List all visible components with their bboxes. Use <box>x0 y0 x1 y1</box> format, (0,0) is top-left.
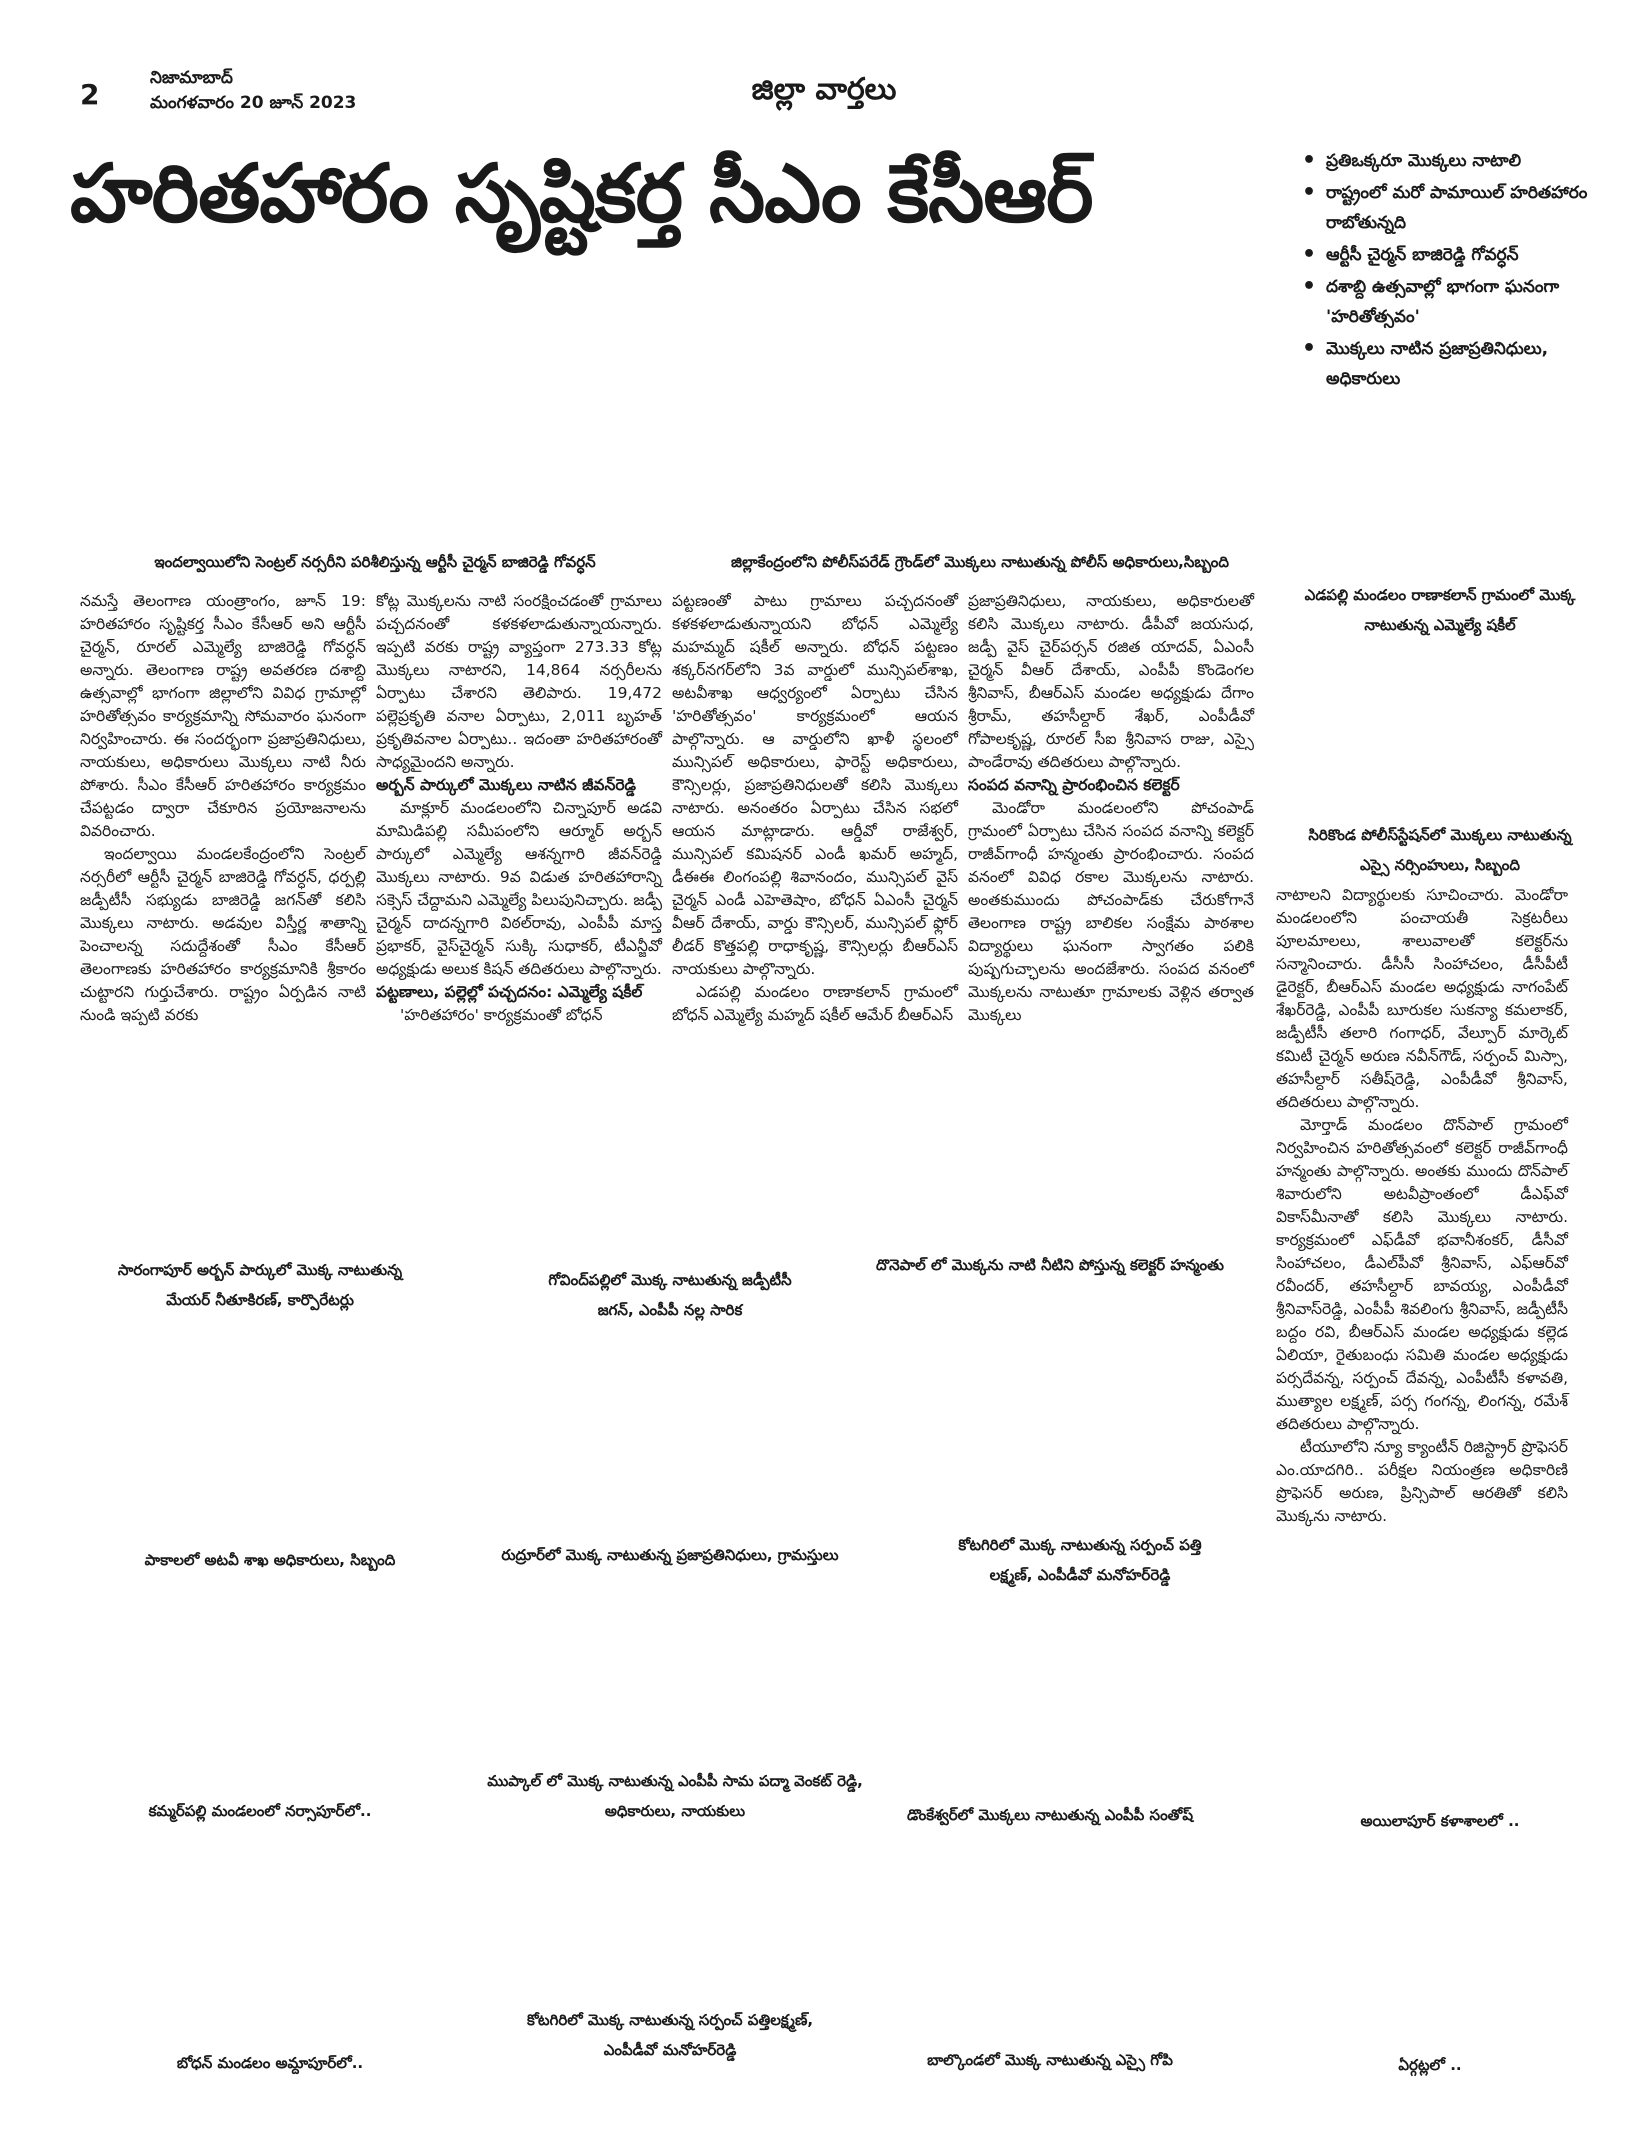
article-paragraph: కోట్ల మొక్కలను నాటి సంరక్షించడంతో గ్రామాలు పచ్చదనంతో కళకళలాడుతున్నాయన్నారు. ఇప్పటి వరకు రాష్ట్ర వ్యాప్తంగా 273.33 కోట్ల మొక్కలు నాటారని, 14,864 నర్సరీలను ఏర్పాటు చేశారని తెలిపారు. 19,472 పల్లెప్రకృతి వనాల ఏర్పాటు, 2,011 బృహత్ ప్రకృతివనాల ఏర్పాటు.. ఇదంతా హరితహారంతో సాధ్యమైందని అన్నారు. <box>376 592 662 771</box>
article-subheading: అర్బన్ పార్కులో మొక్కలు నాటిన జీవన్‌రెడ్డి <box>376 776 636 794</box>
highlight-item: • రాష్ట్రంలో మరో పామాయిల్ హరితహారం రాబోతున్నది <box>1298 178 1598 238</box>
photo-caption: బాల్కొండలో మొక్క నాటుతున్న ఎస్సై గోపి <box>927 2051 1173 2069</box>
article-paragraph: టీయూలోని న్యూ క్యాంటీన్ రిజిస్ట్రార్ ప్రొఫెసర్ ఎం.యాదగిరి.. పరీక్షల నియంత్రణ అధికారిణి ప్రొఫెసర్ అరుణ, ప్రిన్సిపాల్ ఆరతితో కలిసి మొక్కను నాటారు. <box>1276 1438 1568 1525</box>
article-paragraph: ఎడపల్లి మండలం రాణాకలాన్ గ్రామంలో బోధన్ ఎమ్మెల్యే మహ్మద్ షకీల్ ఆమేర్ బీఆర్‌ఎస్ <box>672 983 958 1024</box>
photo-caption: సారంగాపూర్ అర్బన్ పార్కులో మొక్క నాటుతున్న మేయర్ నీతూకిరణ్, కార్పొరేటర్లు <box>117 1261 403 1309</box>
article-column-4 <box>968 590 1254 1024</box>
article-column-2 <box>376 590 662 1024</box>
article-paragraph: నాటాలని విద్యార్థులకు సూచించారు. మెండోరా మండలంలోని పంచాయతీ సెక్రటరీలు పూలమాలలు, శాలువాలతో కలెక్టర్‌ను సన్మానించారు. డీసీసీ సింహాచలం, డీసీపీటీ డైరెక్టర్, బీఆర్‌ఎస్ మండల అధ్యక్షుడు నాగంపేట్ శేఖర్‌రెడ్డి, ఎంపీపీ బూరుకల సుకన్యా కమలాకర్, జడ్పీటీసీ తలారి గంగాధర్, వేల్పూర్ మార్కెట్ కమిటీ చైర్మన్ అరుణ నవీన్‌గౌడ్, సర్పంచ్ మిస్సా, తహసీల్దార్ సతీష్‌రెడ్డి, ఎంపీడీవో శ్రీనివాస్, తదితరులు పాల్గొన్నారు. <box>1276 886 1568 1111</box>
photo-caption: ఏర్గట్లలో .. <box>1398 2056 1462 2074</box>
article-paragraph: పట్టణంతో పాటు గ్రామాలు పచ్చదనంతో కళకళలాడుతున్నాయని బోధన్ ఎమ్మెల్యే మహమ్మద్ షకీల్ అన్నారు. బోధన్ పట్టణం శక్కర్‌నగర్‌లోని 3వ వార్డులో మున్సిపల్‌శాఖ, అటవీశాఖ ఆధ్వర్యంలో ఏర్పాటు చేసిన 'హరితోత్సవం' కార్యక్రమంలో ఆయన పాల్గొన్నారు. ఆ వార్డులోని ఖాళీ స్థలంలో మున్సిపల్ అధికారులు, ఫారెస్ట్ అధికారులు, కౌన్సిలర్లు, ప్రజాప్రతినిధులతో కలిసి మొక్కలు నాటారు. అనంతరం ఏర్పాటు చేసిన సభలో ఆయన మాట్లాడారు. ఆర్డీవో రాజేశ్వర్, మున్సిపల్ కమిషనర్ ఎండీ ఖమర్ అహ్మద్, డీఈఈ లింగంపల్లి శివానందం, మున్సిపల్ వైస్ చైర్మన్ ఎండీ ఎహెతెషాం, బోధన్ ఏఎంసీ చైర్మన్ వీఆర్ దేశాయ్, వార్డు కౌన్సిలర్, మున్సిపల్ ఫ్లోర్ లీడర్ కొత్తపల్లి రాధాకృష్ణ, కౌన్సిలర్లు బీఆర్‌ఎస్ నాయకులు పాల్గొన్నారు. <box>672 592 958 978</box>
photo-caption: సిరికొండ పోలీస్‌స్టేషన్‌లో మొక్కలు నాటుతున్న ఎస్సై నర్సింహులు, సిబ్బంది <box>1308 826 1572 874</box>
photo-caption: కమ్మర్‌పల్లి మండలంలో నర్సాపూర్‌లో.. <box>148 1802 372 1820</box>
photo-caption: గోవింద్‌పల్లిలో మొక్క నాటుతున్న జడ్పీటీసీ జగన్, ఎంపీపీ నల్ల సారిక <box>548 1271 792 1319</box>
article-paragraph: మోర్తాడ్ మండలం దొన్‌పాల్ గ్రామంలో నిర్వహించిన హరితోత్సవంలో కలెక్టర్ రాజీవ్‌గాంధీ హన్మంతు పాల్గొన్నారు. అంతకు ముందు దొన్‌పాల్ శివారులోని అటవీప్రాంతంలో డీఎఫ్‌వో వికాస్‌మీనాతో కలిసి మొక్కలు నాటారు. కార్యక్రమంలో ఎఫ్‌డీవో భవానీశంకర్, డీసీవో సింహాచలం, డీఎల్‌పీవో శ్రీనివాస్, ఎఫ్‌ఆర్‌వో రవీందర్, తహసీల్దార్ బావయ్య, ఎంపీడీవో శ్రీనివాస్‌రెడ్డి, ఎంపీపీ శివలింగు శ్రీనివాస్, జడ్పీటీసీ బద్దం రవి, బీఆర్‌ఎస్ మండల అధ్యక్షుడు కల్లెడ ఏలియా, రైతుబంధు సమితి మండల అధ్యక్షుడు పర్సదేవన్న, సర్పంచ్ దేవన్న, ఎంపీటీసీ కళావతి, ముత్యాల లక్ష్మణ్, పర్స గంగన్న, లింగన్న, రమేశ్ తదితరులు పాల్గొన్నారు. <box>1276 1116 1568 1433</box>
photo-caption: ముప్కాల్ లో మొక్క నాటుతున్న ఎంపీపీ సామ పద్మా వెంకట్ రెడ్డి, అధికారులు, నాయకులు <box>487 1772 863 1820</box>
photo-caption: రుద్రూర్‌లో మొక్క నాటుతున్న ప్రజాప్రతినిధులు, గ్రామస్తులు <box>501 1546 839 1564</box>
main-headline: హరితహారం సృష్టికర్త సీఎం కేసీఆర్ <box>70 147 1093 240</box>
photo-caption: పాకాలలో అటవీ శాఖ అధికారులు, సిబ్బంది <box>144 1551 396 1569</box>
page-number: 2 <box>80 78 100 111</box>
photo-caption: కోటగిరిలో మొక్క నాటుతున్న సర్పంచ్ పత్తిలక్ష్మణ్, ఎంపీడీవో మనోహర్‌రెడ్డి <box>526 2011 814 2059</box>
photo-caption: అయిలాపూర్ కళాశాలలో .. <box>1360 1812 1520 1830</box>
edition-city: నిజామాబాద్ <box>150 68 233 88</box>
photo-caption: జిల్లాకేంద్రంలోని పోలీస్‌పరేడ్ గ్రౌండ్‌లో మొక్కలు నాటుతున్న పోలీస్ అధికారులు,సిబ్బంది <box>731 553 1229 571</box>
highlight-item: • ప్రతిఒక్కరూ మొక్కలు నాటాలి <box>1298 146 1598 176</box>
photo-caption: ఎడపల్లి మండలం రాణాకలాన్ గ్రామంలో మొక్క నాటుతున్న ఎమ్మెల్యే షకీల్ <box>1304 586 1576 634</box>
article-column-1 <box>80 590 366 1024</box>
highlight-item: • మొక్కలు నాటిన ప్రజాప్రతినిధులు, అధికారులు <box>1298 334 1598 394</box>
article-paragraph: మాక్లూర్ మండలంలోని చిన్నాపూర్ అడవి మామిడిపల్లి సమీపంలోని ఆర్మూర్ అర్బన్ పార్కులో ఎమ్మెల్యే ఆశన్నగారి జీవన్‌రెడ్డి మొక్కలు నాటారు. 9వ విడుత హరితహారాన్ని సక్సెస్ చేద్దామని ఎమ్మెల్యే పిలుపునిచ్చారు. జడ్పీ చైర్మన్ దాదన్నగారి విఠల్‌రావు, ఎంపీపీ మాస్త ప్రభాకర్, వైస్‌చైర్మన్ సుక్కి సుధాకర్, టీఎన్జీవో అధ్యక్షుడు అలుక కిషన్ తదితరులు పాల్గొన్నారు. <box>376 799 662 978</box>
article-paragraph: నమస్తే తెలంగాణ యంత్రాంగం, జూన్ 19: హరితహారం సృష్టికర్త సీఎం కేసీఆర్ అని ఆర్టీసీ చైర్మన్, రూరల్ ఎమ్మెల్యే బాజిరెడ్డి గోవర్ధన్ అన్నారు. తెలంగాణ రాష్ట్ర అవతరణ దశాబ్ది ఉత్సవాల్లో భాగంగా జిల్లాలోని వివిధ గ్రామాల్లో హరితోత్సవం కార్యక్రమాన్ని సోమవారం ఘనంగా నిర్వహించారు. ఈ సందర్భంగా ప్రజాప్రతినిధులు, నాయకులు, అధికారులు మొక్కలు నాటి నీరు పోశారు. సీఎం కేసీఆర్ హరితహారం కార్యక్రమం చేపట్టడం ద్వారా చేకూరిన ప్రయోజనాలను వివరించారు. <box>80 592 366 840</box>
edition-date: మంగళవారం 20 జూన్ 2023 <box>150 93 357 113</box>
article-paragraph: 'హరితహారం' కార్యక్రమంతో బోధన్ <box>400 1006 603 1024</box>
photo-caption: దొనెపాల్ లో మొక్కను నాటి నీటిని పోస్తున్న కలెక్టర్ హన్మంతు <box>876 1256 1224 1274</box>
highlights-list <box>1298 146 1598 396</box>
section-title: జిల్లా వార్తలు <box>751 72 897 107</box>
photo-caption: బోధన్ మండలం అమ్దాపూర్‌లో.. <box>176 2054 364 2072</box>
article-column-5 <box>1276 884 1568 1564</box>
article-subheading: పట్టణాలు, పల్లెల్లో పచ్చదనం: ఎమ్మెల్యే షకీల్ <box>376 983 643 1001</box>
photo-caption: కోటగిరిలో మొక్క నాటుతున్న సర్పంచ్ పత్తి లక్ష్మణ్, ఎంపీడీవో మనోహర్‌రెడ్డి <box>958 1536 1202 1584</box>
highlight-item: • దశాబ్ది ఉత్సవాల్లో భాగంగా ఘనంగా 'హరితోత్సవం' <box>1298 272 1598 332</box>
article-paragraph: ప్రజాప్రతినిధులు, నాయకులు, అధికారులతో కలిసి మొక్కలు నాటారు. డీపీవో జయసుధ, జడ్పీ వైస్ చైర్‌పర్సన్ రజిత యాదవ్, ఏఎంసీ చైర్మన్ వీఆర్ దేశాయ్, ఎంపీపీ కొండెంగల శ్రీనివాస్, బీఆర్‌ఎస్ మండల అధ్యక్షుడు దేగాం శ్రీరామ్, తహసీల్దార్ శేఖర్, ఎంపీడీవో గోపాలకృష్ణ, రూరల్ సీఐ శ్రీనివాస రాజు, ఎస్సై పాండేరావు తదితరులు పాల్గొన్నారు. <box>968 592 1254 771</box>
highlight-item: • ఆర్టీసీ చైర్మన్ బాజిరెడ్డి గోవర్ధన్ <box>1298 240 1598 270</box>
article-paragraph: ఇందల్వాయి మండలకేంద్రంలోని సెంట్రల్ నర్సరీలో ఆర్టీసీ చైర్మన్ బాజిరెడ్డి గోవర్ధన్, ధర్పల్లి జడ్పీటీసీ సభ్యుడు బాజిరెడ్డి జగన్‌తో కలిసి మొక్కలు నాటారు. అడవుల విస్తీర్ణ శాతాన్ని పెంచాలన్న సదుద్దేశంతో సీఎం కేసీఆర్ తెలంగాణకు హరితహారం కార్యక్రమానికి శ్రీకారం చుట్టారని గుర్తుచేశారు. రాష్ట్రం ఏర్పడిన నాటి నుండి ఇప్పటి వరకు <box>80 845 366 1024</box>
article-column-3 <box>672 590 958 1024</box>
photo-caption: డొంకేశ్వర్‌లో మొక్కలు నాటుతున్న ఎంపీపీ సంతోష్ <box>906 1806 1194 1824</box>
photo-caption: ఇందల్వాయిలోని సెంట్రల్ నర్సరీని పరిశీలిస్తున్న ఆర్టీసీ చైర్మన్ బాజిరెడ్డి గోవర్ధన్ <box>154 553 596 571</box>
article-subheading: సంపద వనాన్ని ప్రారంభించిన కలెక్టర్ <box>968 776 1180 794</box>
article-paragraph: మెండోరా మండలంలోని పోచంపాడ్ గ్రామంలో ఏర్పాటు చేసిన సంపద వనాన్ని కలెక్టర్ రాజీవ్‌గాంధీ హన్మంతు ప్రారంభించారు. సంపద వనంలో వివిధ రకాల మొక్కలను నాటారు. అంతకుముందు పోచంపాడ్‌కు చేరుకోగానే తెలంగాణ రాష్ట్ర బాలికల సంక్షేమ పాఠశాల విద్యార్థులు ఘనంగా స్వాగతం పలికి పుష్పగుచ్ఛాలను అందజేశారు. సంపద వనంలో మొక్కలను నాటుతూ గ్రామాలకు వెళ్లిన తర్వాత మొక్కలు <box>968 799 1254 1024</box>
